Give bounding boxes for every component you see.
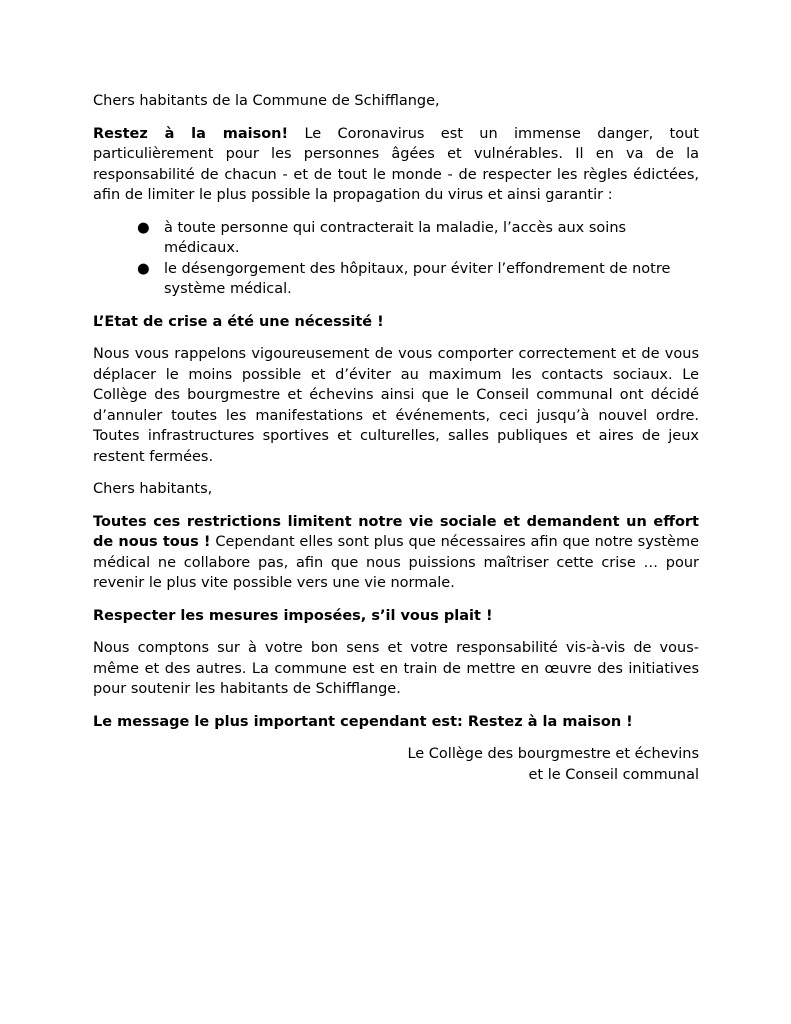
greeting-second: Chers habitants, [93,481,213,497]
paragraph-restrictions [93,512,699,594]
bullet-icon: ● [137,260,150,277]
paragraph-stay-home [93,124,699,206]
heading-main-message [93,712,699,733]
paragraph-common-sense: Nous comptons sur à votre bon sens et votre responsabilité vis-à-vis de vous-même et des autres. La commune est en train de mettre en œuvre des initiatives pour soutenir les habitants de Schifflange. [93,640,699,697]
greeting: Chers habitants de la Commune de Schifflange, [93,93,440,109]
heading-main-message-text: Le message le plus important cependant est: Restez à la maison ! [93,713,633,730]
paragraph-restrictions-text: Cependant elles sont plus que nécessaires afin que notre système médical ne collabore pas, afin que nous puissions maîtriser cette crise … pour revenir le plus vite possible vers une vie normale. [93,534,699,591]
list-item-text: à toute personne qui contracterait la maladie, l’accès aux soins médicaux. [164,219,627,256]
signature-line-college: Le Collège des bourgmestre et échevins [407,746,699,762]
paragraph-restrictions-bold: Toutes ces restrictions limitent notre vie sociale et demandent un effort de nous tous ! [93,513,699,550]
heading-respect-measures-text: Respecter les mesures imposées, s’il vous plait ! [93,607,493,624]
guarantee-list [93,218,699,300]
paragraph-stay-home-bold: Restez à la maison! [93,125,289,142]
heading-respect-measures [93,606,699,627]
list-item-text: le désengorgement des hôpitaux, pour éviter l’effondrement de notre système médical. [164,260,671,297]
signature-line-council: et le Conseil communal [528,766,699,783]
heading-state-of-crisis-text: L’Etat de crise a été une nécessité ! [93,313,384,330]
paragraph-reminder: Nous vous rappelons vigoureusement de vous comporter correctement et de vous déplacer le moins possible et d’éviter au maximum les contacts sociaux. Le Collège des bourgmestre et échevins ainsi que le Conseil communal ont décidé d’annuler toutes les manifestations et événements, ceci jusqu’à nouvel ordre. Toutes infrastructures sportives et culturelles, salles publiques et aires de jeux restent fermées. [93,346,699,465]
bullet-icon: ● [137,219,150,236]
letter-body [93,91,699,785]
list-item [93,218,699,259]
signature-block [93,744,699,785]
heading-state-of-crisis [93,312,699,333]
list-item [93,259,699,300]
paragraph-stay-home-text: Le Coronavirus est un immense danger, tout particulièrement pour les personnes âgées et vulnérables. Il en va de la responsabilité de chacun - et de tout le monde - de respecter les règles édictées, afin de limiter le plus possible la propagation du virus et ainsi garantir : [93,125,699,203]
